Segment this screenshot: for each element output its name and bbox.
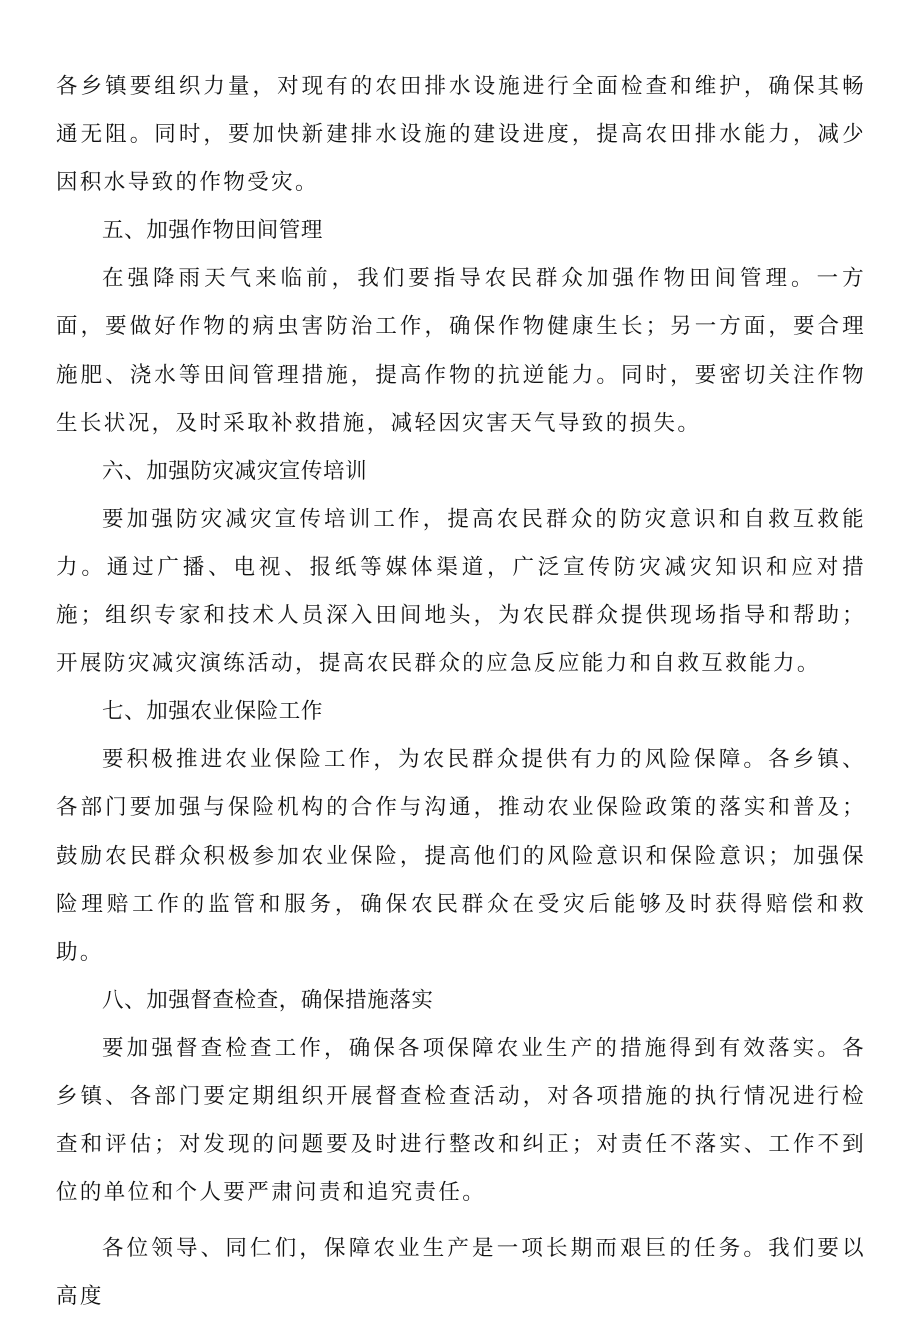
section-heading-8: 八、加强督查检查，确保措施落实 — [102, 987, 434, 1013]
section-paragraph-7: 要积极推进农业保险工作，为农民群众提供有力的风险保障。各乡镇、各部门要加强与保险机构的合作与沟通，推动农业保险政策的落实和普及；鼓励农民群众积极参加农业保险，提高他们的风险意识和保险意识；加强保险理赔工作的监管和服务，确保农民群众在受灾后能够及时获得赔偿和救助。 — [56, 747, 866, 965]
intro-paragraph: 各乡镇要组织力量，对现有的农田排水设施进行全面检查和维护，确保其畅通无阻。同时，要加快新建排水设施的建设进度，提高农田排水能力，减少因积水导致的作物受灾。 — [56, 74, 866, 196]
section-heading-7: 七、加强农业保险工作 — [102, 699, 324, 725]
section-paragraph-6: 要加强防灾减灾宣传培训工作，提高农民群众的防灾意识和自救互救能力。通过广播、电视、报纸等媒体渠道，广泛宣传防灾减灾知识和应对措施；组织专家和技术人员深入田间地头，为农民群众提供现场指导和帮助；开展防灾减灾演练活动，提高农民群众的应急反应能力和自救互救能力。 — [56, 506, 866, 677]
section-paragraph-5: 在强降雨天气来临前，我们要指导农民群众加强作物田间管理。一方面，要做好作物的病虫害防治工作，确保作物健康生长；另一方面，要合理施肥、浇水等田间管理措施，提高作物的抗逆能力。同时，要密切关注作物生长状况，及时采取补救措施，减轻因灾害天气导致的损失。 — [56, 266, 866, 436]
closing-paragraph: 各位领导、同仁们，保障农业生产是一项长期而艰巨的任务。我们要以高度 — [56, 1236, 866, 1310]
paragraph-gap — [56, 1217, 866, 1225]
section-heading-6: 六、加强防灾减灾宣传培训 — [102, 458, 368, 484]
document-page — [56, 63, 866, 1321]
section-heading-5: 五、加强作物田间管理 — [102, 218, 324, 244]
section-paragraph-8: 要加强督查检查工作，确保各项保障农业生产的措施得到有效落实。各乡镇、各部门要定期组织开展督查检查活动，对各项措施的执行情况进行检查和评估；对发现的问题要及时进行整改和纠正；对责任不落实、工作不到位的单位和个人要严肃问责和追究责任。 — [56, 1035, 866, 1206]
